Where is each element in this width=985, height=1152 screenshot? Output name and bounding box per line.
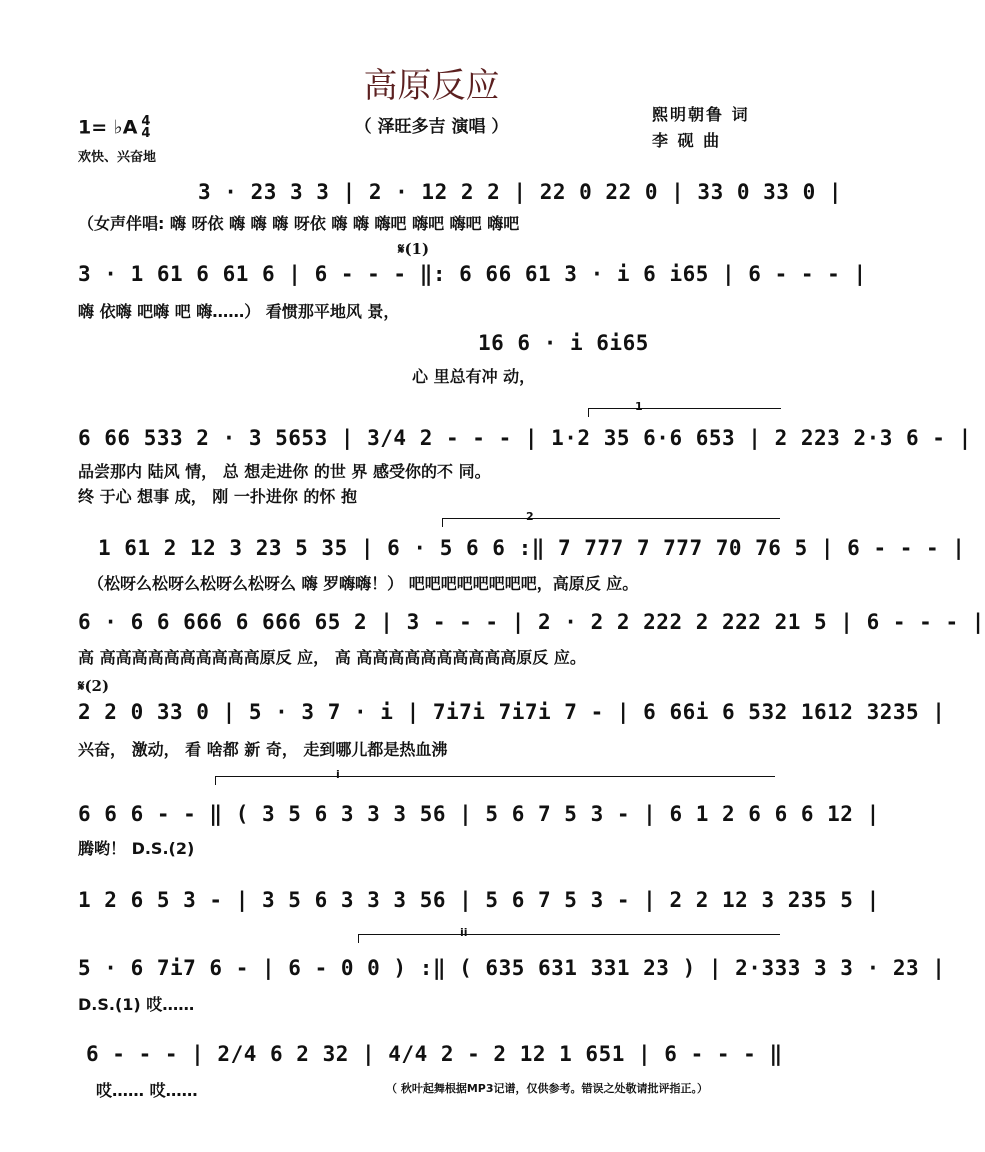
music-row-5: 6 · 6 6 666 6 666 65 2 | 3 - - - | 2 · 2 2 222 2 222 21 5 | 6 - - - |	[78, 610, 985, 634]
key-signature	[78, 116, 150, 140]
volta-ii-line	[358, 934, 780, 935]
music-row-4: 1 61 2 12 3 23 5 35 | 6 · 5 6 6 :‖ 7 777 7 777 70 76 5 | 6 - - - |	[98, 536, 966, 560]
lyrics-row-9: D.S.(1) 哎……	[78, 995, 195, 1014]
volta-1-number: 1	[635, 400, 643, 413]
volta-ii-tick	[358, 934, 359, 943]
alt-lyrics-row-2: 心 里总有冲 动，	[412, 367, 536, 386]
lyrics-row-7: 腾哟！ D.S.(2)	[78, 839, 195, 858]
volta-1-line	[588, 408, 781, 409]
lyrics-row-4: （松呀么松呀么松呀么松呀么 嗨 罗嗨嗨！） 吧吧吧吧吧吧吧吧，高原反 应。	[88, 574, 639, 593]
composer-credit: 李 砚 曲	[652, 131, 722, 150]
music-row-8: 1 2 6 5 3 - | 3 5 6 3 3 3 56 | 5 6 7 5 3 - | 2 2 12 3 235 5 |	[78, 888, 880, 912]
music-row-9: 5 · 6 7i7 6 - | 6 - 0 0 ) :‖ ( 635 631 331 23 ) | 2·333 3 3 · 23 |	[78, 956, 946, 980]
lyrics-row-3a: 品尝那内 陆风 情， 总 想走进你 的世 界 感受你的不 同。	[78, 462, 491, 481]
volta-i-tick	[215, 776, 216, 785]
music-row-3: 6 66 533 2 · 3 5653 | 3/4 2 - - - | 1·2 35 6·6 653 | 2 223 2·3 6 - |	[78, 426, 972, 450]
performer-subtitle: （ 泽旺多吉 演唱 ）	[354, 117, 509, 137]
music-row-10: 6 - - - | 2/4 6 2 32 | 4/4 2 - 2 12 1 651 | 6 - - - ‖	[86, 1042, 783, 1066]
lyrics-row-3b: 终 于心 想事 成， 刚 一扑进你 的怀 抱	[78, 487, 357, 506]
segno-2-mark: 𝄋(2)	[78, 677, 110, 695]
volta-i-number: i	[336, 768, 340, 781]
transcription-note: （ 秋叶起舞根据MP3记谱，仅供参考。错误之处敬请批评指正。）	[386, 1082, 708, 1095]
volta-2-tick	[442, 518, 443, 527]
lyrics-row-10: 哎…… 哎……	[96, 1081, 198, 1100]
lyrics-row-1: （女声伴唱: 嗨 呀依 嗨 嗨 嗨 呀依 嗨 嗨 嗨吧 嗨吧 嗨吧 嗨吧	[78, 214, 520, 233]
alt-music-row-2: 16 6 · i 6i65	[478, 331, 649, 355]
music-row-1: 3 · 23 3 3 | 2 · 12 2 2 | 22 0 22 0 | 33 0 33 0 |	[198, 180, 843, 204]
volta-i-line	[215, 776, 775, 777]
music-row-7: 6 6 6 - - ‖ ( 3 5 6 3 3 3 56 | 5 6 7 5 3 - | 6 1 2 6 6 6 12 |	[78, 802, 880, 826]
volta-2-number: 2	[526, 510, 534, 523]
music-row-2: 3 · 1 61 6 61 6 | 6 - - - ‖: 6 66 61 3 · i 6 i65 | 6 - - - |	[78, 262, 867, 286]
time-signature	[141, 116, 150, 140]
lyrics-row-6: 兴奋， 激动， 看 啥都 新 奇， 走到哪儿都是热血沸	[78, 740, 448, 759]
tempo-marking: 欢快、兴奋地	[78, 150, 157, 165]
segno-1-mark: 𝄋(1)	[398, 240, 430, 258]
lyricist-credit: 熙明朝鲁 词	[652, 105, 750, 124]
volta-ii-number: ii	[460, 926, 468, 939]
volta-1-tick	[588, 408, 589, 417]
lyrics-row-5: 高 高高高高高高高高高高原反 应， 高 高高高高高高高高高高原反 应。	[78, 648, 586, 667]
volta-2-line	[442, 518, 780, 519]
lyrics-row-2: 嗨 依嗨 吧嗨 吧 嗨……） 看惯那平地风 景，	[78, 302, 400, 321]
time-bottom: 4	[141, 126, 151, 141]
music-row-6: 2 2 0 33 0 | 5 · 3 7 · i | 7i7i 7i7i 7 - | 6 66i 6 532 1612 3235 |	[78, 700, 946, 724]
song-title: 高原反应	[363, 66, 500, 106]
time-top: 4	[141, 114, 151, 129]
key-label: 1= ♭A	[78, 116, 138, 139]
